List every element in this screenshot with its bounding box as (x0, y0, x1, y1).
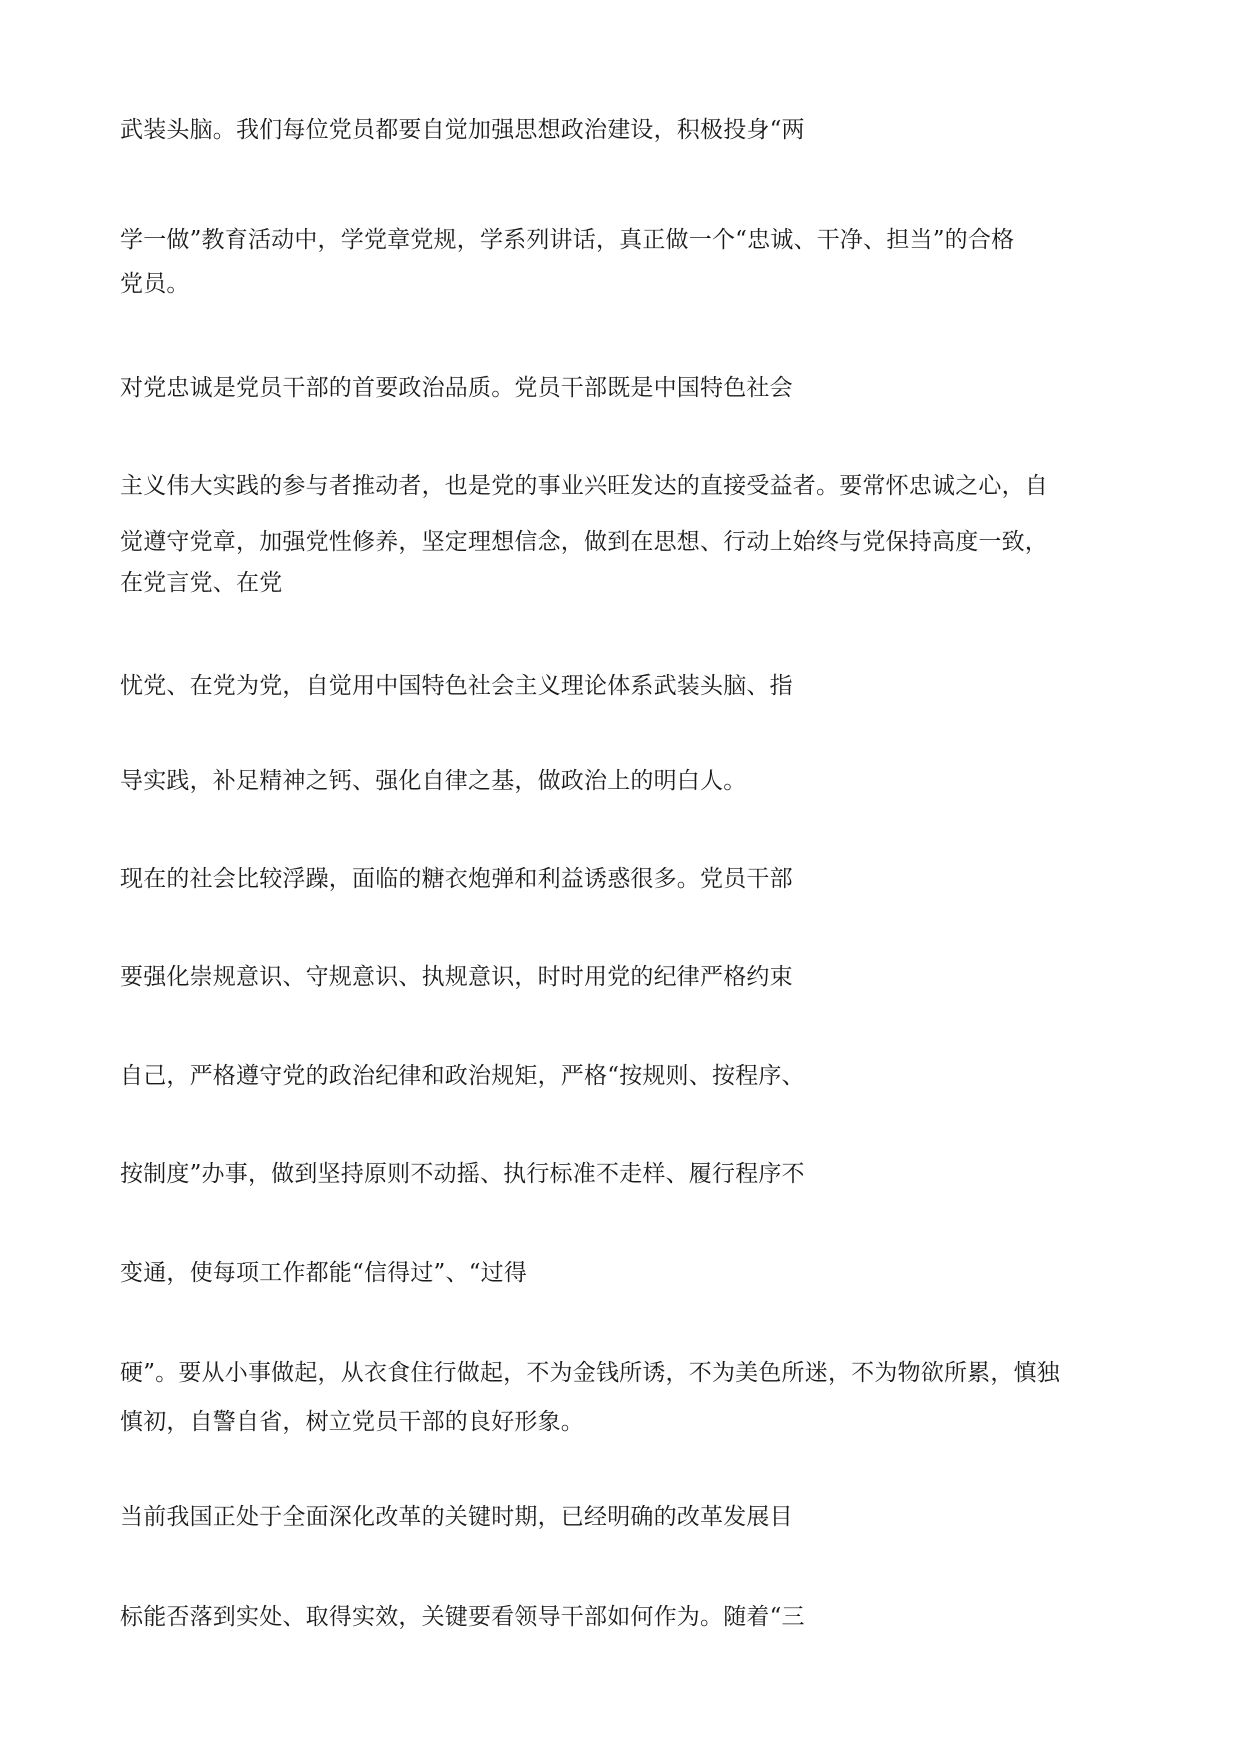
text-line: 硬”。要从小事做起，从衣食住行做起，不为金钱所诱，不为美色所迷，不为物欲所累，慎独 (120, 1360, 1060, 1386)
text-line: 慎初，自警自省，树立党员干部的良好形象。 (120, 1409, 584, 1435)
text-line: 对党忠诚是党员干部的首要政治品质。党员干部既是中国特色社会 (120, 375, 793, 401)
text-line: 忧党、在党为党，自觉用中国特色社会主义理论体系武装头脑、指 (120, 673, 793, 699)
text-line: 要强化崇规意识、守规意识、执规意识，时时用党的纪律严格约束 (120, 964, 793, 990)
text-line: 变通，使每项工作都能“信得过”、“过得 (120, 1260, 528, 1286)
text-line: 在党言党、在党 (120, 570, 283, 596)
text-line: 当前我国正处于全面深化改革的关键时期，已经明确的改革发展目 (120, 1504, 793, 1530)
text-line: 按制度”办事，做到坚持原则不动摇、执行标准不走样、履行程序不 (120, 1161, 805, 1187)
text-line: 主义伟大实践的参与者推动者，也是党的事业兴旺发达的直接受益者。要常怀忠诚之心，自 (120, 473, 1048, 499)
text-line: 现在的社会比较浮躁，面临的糖衣炮弹和利益诱惑很多。党员干部 (120, 866, 793, 892)
text-line: 标能否落到实处、取得实效，关键要看领导干部如何作为。随着“三 (120, 1604, 805, 1630)
text-line: 武装头脑。我们每位党员都要自觉加强思想政治建设，积极投身“两 (120, 117, 805, 143)
text-line: 学一做”教育活动中，学党章党规，学系列讲话，真正做一个“忠诚、干净、担当”的合格 (120, 227, 1015, 253)
text-line: 导实践，补足精神之钙、强化自律之基，做政治上的明白人。 (120, 768, 747, 794)
text-line: 党员。 (120, 271, 190, 297)
text-line: 觉遵守党章，加强党性修养，坚定理想信念，做到在思想、行动上始终与党保持高度一致， (120, 529, 1048, 555)
text-line: 自己，严格遵守党的政治纪律和政治规矩，严格“按规则、按程序、 (120, 1063, 805, 1089)
